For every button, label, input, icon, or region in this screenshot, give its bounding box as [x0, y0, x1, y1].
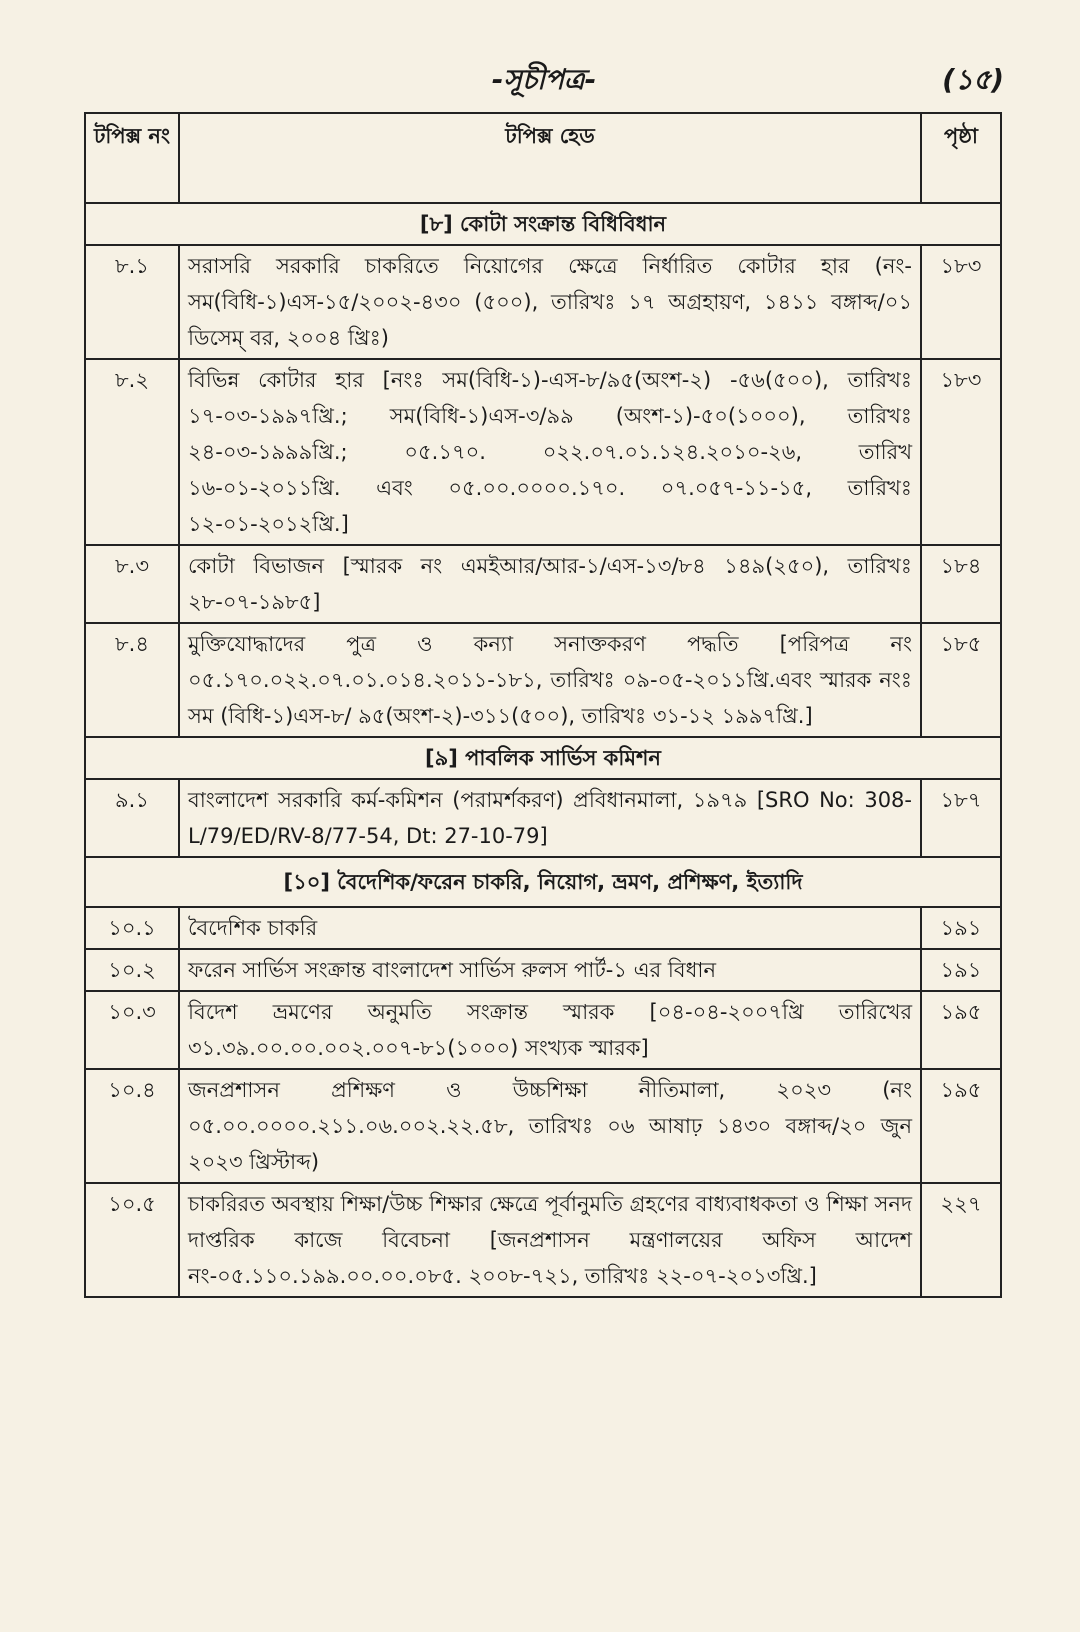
page-number: (১৫): [942, 63, 1004, 96]
section-row: [85, 737, 1001, 779]
topic-text: সরাসরি সরকারি চাকরিতে নিয়োগের ক্ষেত্রে নির্ধারিত কোটার হার (নং-সম(বিধি-১)এস-১৫/২০০২-৪৩০ (৫০০), তারিখঃ ১৭ অগ্রহায়ণ, ১৪১১ বঙ্গাব্দ/০১ ডিসেম্ বর, ২০০৪ খ্রিঃ): [179, 245, 921, 359]
table-row: [85, 545, 1001, 623]
topic-page: ১৮৩: [921, 245, 1001, 359]
topic-text: চাকরিরত অবস্থায় শিক্ষা/উচ্চ শিক্ষার ক্ষেত্রে পূর্বানুমতি গ্রহণের বাধ্যবাধকতা ও শিক্ষা সনদ দাপ্তরিক কাজে বিবেচনা [জনপ্রশাসন মন্ত্রণালয়ের অফিস আদেশ নং-০৫.১১০.১৯৯.০০.০০.০৮৫. ২০০৮-৭২১, তারিখঃ ২২-০৭-২০১৩খ্রি.]: [179, 1183, 921, 1297]
topic-text: বিদেশ ভ্রমণের অনুমতি সংক্রান্ত স্মারক [০৪-০৪-২০০৭খ্রি তারিখের ৩১.৩৯.০০.০০.০০২.০০৭-৮১(১০০০) সংখ্যক স্মারক]: [179, 991, 921, 1069]
section-row: [85, 857, 1001, 907]
topic-number: ১০.৩: [85, 991, 179, 1069]
topic-page: ১৮৫: [921, 623, 1001, 737]
section-heading: [১০] বৈদেশিক/ফরেন চাকরি, নিয়োগ, ভ্রমণ, প্রশিক্ষণ, ইত্যাদি: [85, 857, 1001, 907]
topic-page: ১৮৭: [921, 779, 1001, 857]
topic-number: ১০.৫: [85, 1183, 179, 1297]
topic-number: ৮.৩: [85, 545, 179, 623]
topic-text: বাংলাদেশ সরকারি কর্ম-কমিশন (পরামর্শকরণ) প্রবিধানমালা, ১৯৭৯ [SRO No: 308-L/79/ED/RV-8/77-54, Dt: 27-10-79]: [179, 779, 921, 857]
topic-text: জনপ্রশাসন প্রশিক্ষণ ও উচ্চশিক্ষা নীতিমালা, ২০২৩ (নং ০৫.০০.০০০০.২১১.০৬.০০২.২২.৫৮, তারিখঃ ০৬ আষাঢ় ১৪৩০ বঙ্গাব্দ/২০ জুন ২০২৩ খ্রিস্টাব্দ): [179, 1069, 921, 1183]
topic-page: ১৯১: [921, 949, 1001, 991]
table-row: [85, 359, 1001, 545]
page-title: -সূচীপত্র-: [491, 63, 597, 96]
topic-page: ১৯১: [921, 907, 1001, 949]
topic-number: ৮.২: [85, 359, 179, 545]
topic-text: কোটা বিভাজন [স্মারক নং এমইআর/আর-১/এস-১৩/৮৪ ১৪৯(২৫০), তারিখঃ ২৮-০৭-১৯৮৫]: [179, 545, 921, 623]
topic-page: ১৮৩: [921, 359, 1001, 545]
section-heading: [৮] কোটা সংক্রান্ত বিধিবিধান: [85, 203, 1001, 245]
topic-page: ২২৭: [921, 1183, 1001, 1297]
topic-page: ১৯৫: [921, 991, 1001, 1069]
topic-page: ১৮৪: [921, 545, 1001, 623]
column-header-topic: টপিক্স হেড: [179, 113, 921, 203]
section-row: [85, 203, 1001, 245]
topic-text: বিভিন্ন কোটার হার [নংঃ সম(বিধি-১)-এস-৮/৯৫(অংশ-২) -৫৬(৫০০), তারিখঃ ১৭-০৩-১৯৯৭খ্রি.; সম(বিধি-১)এস-৩/৯৯ (অংশ-১)-৫০(১০০০), তারিখঃ ২৪-০৩-১৯৯৯খ্রি.; ০৫.১৭০. ০২২.০৭.০১.১২৪.২০১০-২৬, তারিখ ১৬-০১-২০১১খ্রি. এবং ০৫.০০.০০০০.১৭০. ০৭.০৫৭-১১-১৫, তারিখঃ ১২-০১-২০১২খ্রি.]: [179, 359, 921, 545]
table-row: [85, 623, 1001, 737]
column-header-no: টপিক্স নং: [85, 113, 179, 203]
table-row: [85, 779, 1001, 857]
topic-number: ৮.৪: [85, 623, 179, 737]
table-row: [85, 1069, 1001, 1183]
topic-number: ১০.২: [85, 949, 179, 991]
table-row: [85, 245, 1001, 359]
topic-number: ৮.১: [85, 245, 179, 359]
table-row: [85, 949, 1001, 991]
table-row: [85, 991, 1001, 1069]
section-heading: [৯] পাবলিক সার্ভিস কমিশন: [85, 737, 1001, 779]
toc-table: [84, 112, 1002, 1298]
page-header: [84, 58, 1004, 98]
topic-number: ১০.১: [85, 907, 179, 949]
table-row: [85, 907, 1001, 949]
topic-text: বৈদেশিক চাকরি: [179, 907, 921, 949]
table-header-row: [85, 113, 1001, 203]
topic-page: ১৯৫: [921, 1069, 1001, 1183]
topic-number: ৯.১: [85, 779, 179, 857]
column-header-page: পৃষ্ঠা: [921, 113, 1001, 203]
table-row: [85, 1183, 1001, 1297]
topic-text: ফরেন সার্ভিস সংক্রান্ত বাংলাদেশ সার্ভিস রুলস পার্ট-১ এর বিধান: [179, 949, 921, 991]
topic-number: ১০.৪: [85, 1069, 179, 1183]
topic-text: মুক্তিযোদ্ধাদের পুত্র ও কন্যা সনাক্তকরণ পদ্ধতি [পরিপত্র নং ০৫.১৭০.০২২.০৭.০১.০১৪.২০১১-১৮১, তারিখঃ ০৯-০৫-২০১১খ্রি.এবং স্মারক নংঃ সম (বিধি-১)এস-৮/ ৯৫(অংশ-২)-৩১১(৫০০), তারিখঃ ৩১-১২ ১৯৯৭খ্রি.]: [179, 623, 921, 737]
